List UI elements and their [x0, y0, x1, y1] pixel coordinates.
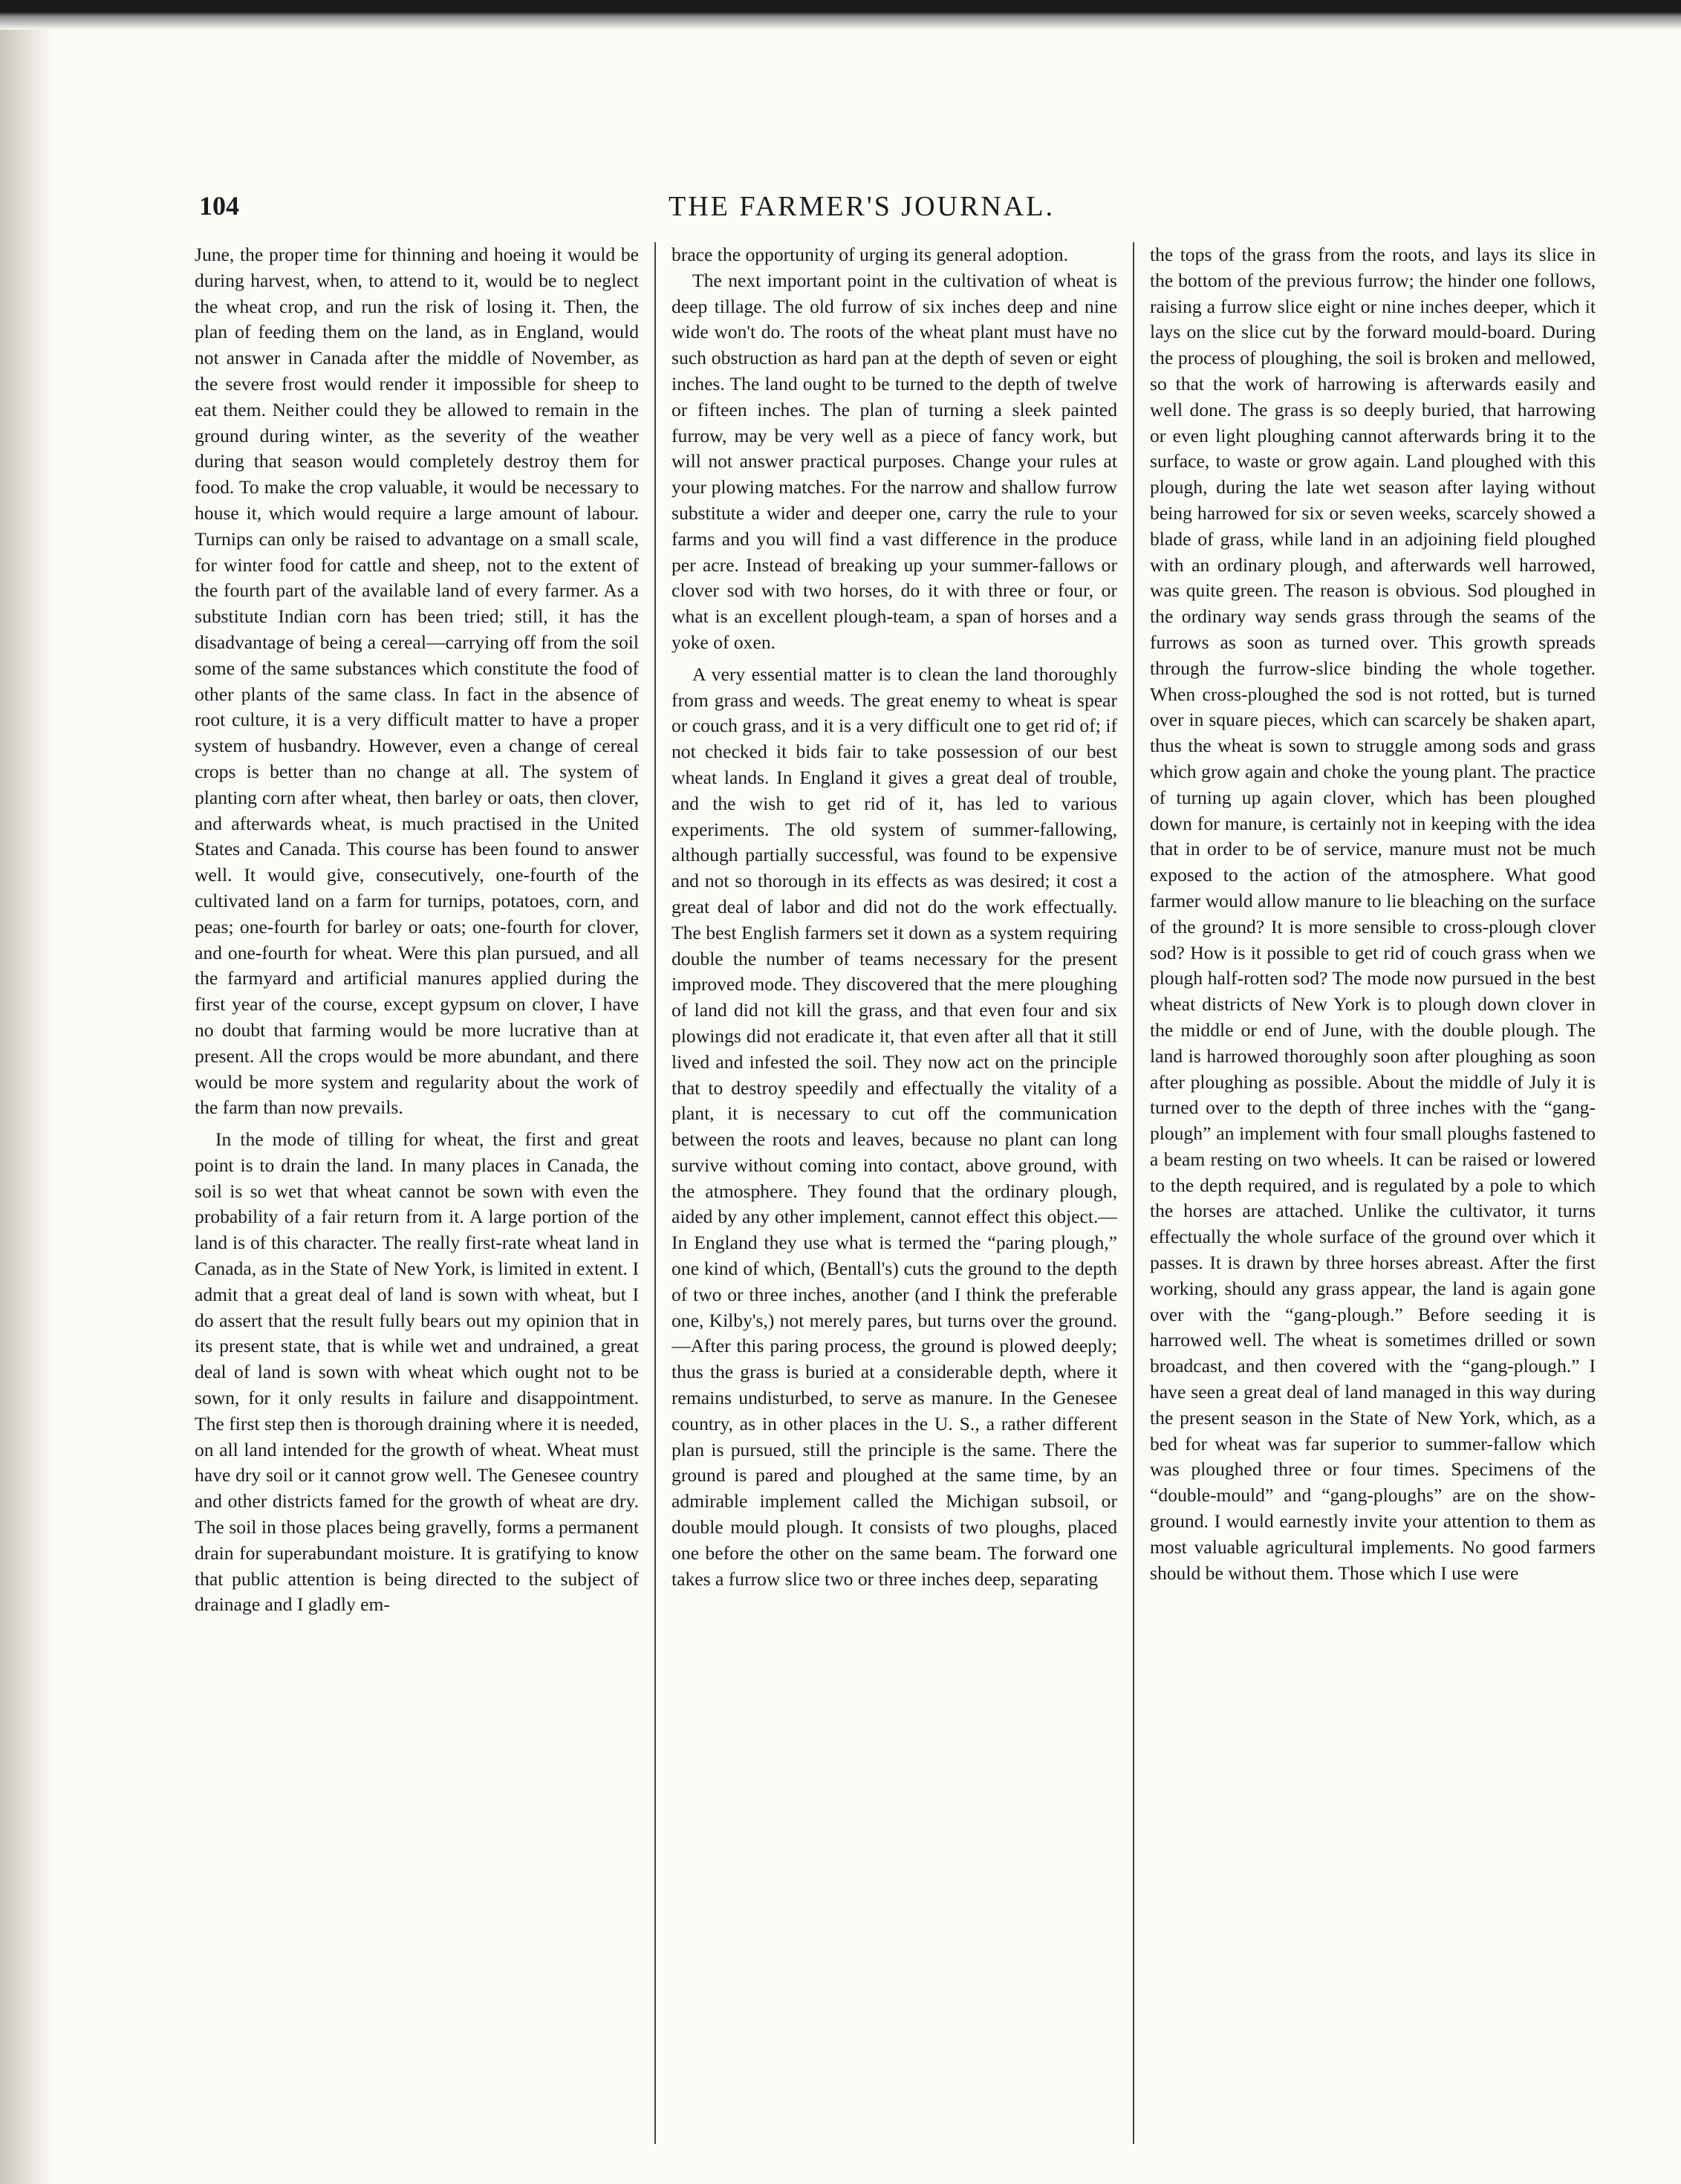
- text-column-2: [672, 242, 1117, 2144]
- paragraph: June, the proper time for thinning and hoeing it would be during harvest, when, to attend to it, would be to neglect the wheat crop, and run the risk of losing it. Then, the plan of feeding them on the land, as in England, would not answer in Canada after the middle of November, as the severe frost would render it impossible for sheep to eat them. Neither could they be allowed to remain in the ground during winter, as the severity of the weather during that season would completely destroy them for food. To make the crop valuable, it would be necessary to house it, which would require a large amount of labour. Turnips can only be raised to advantage on a small scale, for winter food for cattle and sheep, not to the extent of the fourth part of the available land of every farmer. As a substitute Indian corn has been tried; still, it has the disadvantage of being a cereal—carrying off from the soil some of the same substances which constitute the food of other plants of the same class. In fact in the absence of root culture, it is a very difficult matter to have a proper system of husbandry. However, even a change of cereal crops is better than no change at all. The system of planting corn after wheat, then barley or oats, then clover, and afterwards wheat, is much practised in the United States and Canada. This course has been found to answer well. It would give, consecutively, one-fourth of the cultivated land on a farm for turnips, potatoes, corn, and peas; one-fourth for barley or oats; one-fourth for clover, and one-fourth for wheat. Were this plan pursued, and all the farmyard and artificial manures applied during the first year of the course, except gypsum on clover, I have no doubt that farming would be more lucrative than at present. All the crops would be more abundant, and there would be more system and regularity about the work of the farm than now prevails.: [195, 244, 639, 1119]
- paragraph: the tops of the grass from the roots, and lays its slice in the bottom of the previous furrow; the hinder one follows, raising a furrow slice eight or nine inches deeper, which it lays on the slice cut by the forward mould-board. During the process of ploughing, the soil is broken and mellowed, so that the work of harrowing is afterwards easily and well done. The grass is so deeply buried, that harrowing or even light ploughing cannot afterwards bring it to the surface, to waste or grow again. Land ploughed with this plough, during the late wet season after laying without being harrowed for six or seven weeks, scarcely showed a blade of grass, while land in an adjoining field ploughed with an ordinary plough, and afterwards well harrowed, was quite green. The reason is obvious. Sod ploughed in the ordinary way sends grass through the seams of the furrows as soon as turned over. This growth spreads through the furrow-slice binding the whole together. When cross-ploughed the sod is not rotted, but is turned over in square pieces, which can scarcely be shaken apart, thus the wheat is sown to struggle among sods and grass which grow again and choke the young plant. The practice of turning up again clover, which has been ploughed down for manure, is certainly not in keeping with the idea that in order to be of service, manure must not be much exposed to the action of the atmosphere. What good farmer would allow manure to lie bleaching on the surface of the ground? It is more sensible to cross-plough clover sod? How is it possible to get rid of couch grass when we plough half-rotten sod? The mode now pursued in the best wheat districts of New York is to plough down clover in the middle or end of June, with the double plough. The land is harrowed thoroughly soon after ploughing as soon after ploughing as possible. About the middle of July it is turned over to the depth of three inches with the “gang-plough” an implement with four small ploughs fastened to a beam resting on two wheels. It can be raised or lowered to the depth required, and is regulated by a pole to which the horses are attached. Unlike the cultivator, it turns effectually the whole surface of the ground over which it passes. It is drawn by three horses abreast. After the first working, should any grass appear, the land is again gone over with the “gang-plough.” Before seeding it is harrowed well. The wheat is sometimes drilled or sown broadcast, and then covered with the “gang-plough.” I have seen a great deal of land managed in this way during the present season in the State of New York, which, as a bed for wheat was far superior to summer-fallow which was ploughed three or four times. Specimens of the “double-mould” and “gang-ploughs” are on the show-ground. I would earnestly invite your attention to them as most valuable agricultural implements. No good farmers should be without them. Those which I use were: [1150, 244, 1596, 1584]
- page-scan-top-edge: [0, 0, 1681, 30]
- paragraph: The next important point in the cultivation of wheat is deep tillage. The old furrow of six inches deep and nine wide won't do. The roots of the wheat plant must have no such obstruction as hard pan at the depth of seven or eight inches. The land ought to be turned to the depth of twelve or fifteen inches. The plan of turning a sleek painted furrow, may be very well as a piece of fancy work, but will not answer practical purposes. Change your rules at your plowing matches. For the narrow and shallow furrow substitute a wider and deeper one, carry the rule to your farms and you will find a vast difference in the produce per acre. Instead of breaking up your summer-fallows or clover sod with two horses, do it with three or four, or what is an excellent plough-team, a span of horses and a yoke of oxen.: [672, 269, 1117, 653]
- text-column-1: [195, 242, 639, 2144]
- paragraph: brace the opportunity of urging its general adoption.: [672, 244, 1069, 265]
- paragraph: A very essential matter is to clean the land thoroughly from grass and weeds. The great enemy to wheat is spear or couch grass, and it is a very difficult one to get rid of; if not checked it bids fair to take possession of our best wheat lands. In England it gives a great deal of trouble, and the wish to get rid of it, has led to various experiments. The old system of summer-fallowing, although partially successful, was found to be expensive and not so thorough in its effects as was desired; it cost a great deal of labor and did not do the work effectually. The best English farmers set it down as a system requiring double the number of teams necessary for the present improved mode. They discovered that the mere ploughing of land did not kill the grass, and that even four and six plowings did not eradicate it, that even after all that it still lived and infested the soil. They now act on the principle that to destroy speedily and effectually the vitality of a plant, it is necessary to cut off the communication between the roots and leaves, because no plant can long survive without coming into contact, above ground, with the atmosphere. They found that the ordinary plough, aided by any other implement, cannot effect this object.—In England they use what is termed the “paring plough,” one kind of which, (Bentall's) cuts the ground to the depth of two or three inches, another (and I think the preferable one, Kilby's,) not merely pares, but turns over the ground.—After this paring process, the ground is plowed deeply; thus the grass is buried at a considerable depth, where it remains undisturbed, to serve as manure. In the Genesee country, as in other places in the U. S., a rather different plan is pursued, still the principle is the same. There the ground is pared and ploughed at the same time, by an admirable implement called the Michigan subsoil, or double mould plough. It consists of two ploughs, placed one before the other on the same beam. The forward one takes a furrow slice two or three inches deep, separating: [672, 663, 1117, 1590]
- column-rule: [654, 242, 656, 2144]
- page-scan-left-edge: [0, 30, 52, 2184]
- text-column-3: [1150, 242, 1596, 2144]
- paragraph: In the mode of tilling for wheat, the first and great point is to drain the land. In many places in Canada, the soil is so wet that wheat cannot be sown with even the probability of a fair return from it. A large portion of the land is of this character. The really first-rate wheat land in Canada, as in the State of New York, is limited in extent. I admit that a great deal of land is sown with wheat, but I do assert that the result fully bears out my opinion that in its present state, that is while wet and undrained, a great deal of land is sown with wheat which ought not to be sown, for it only results in failure and disappointment. The first step then is thorough draining where it is needed, on all land intended for the growth of wheat. Wheat must have dry soil or it cannot grow well. The Genesee country and other districts famed for the growth of wheat are dry. The soil in those places being gravelly, forms a permanent drain for superabundant moisture. It is gratifying to know that public attention is being directed to the subject of drainage and I gladly em-: [195, 1128, 639, 1616]
- page-number: 104: [199, 191, 239, 221]
- running-title: THE FARMER'S JOURNAL.: [669, 191, 1055, 222]
- column-rule: [1133, 242, 1134, 2144]
